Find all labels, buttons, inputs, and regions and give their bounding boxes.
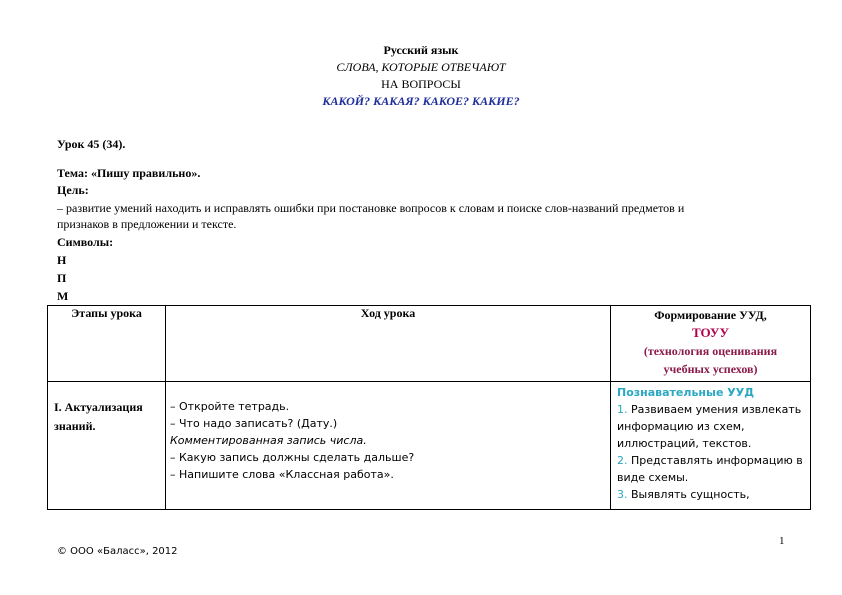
uud-item [617,452,808,486]
lesson-theme [57,165,200,181]
symbol-p: П [57,271,67,285]
uud-item-number: 3. [617,488,628,501]
page-number: 1 [779,535,785,547]
move-line: – Какую запись должны сделать дальше? [170,451,415,464]
header-uud-line-1: Формирование УУД, [654,308,767,322]
symbol-n: Н [57,253,67,267]
stage-cell: I. Актуализация знаний. [48,382,166,510]
table-header-row [48,306,811,382]
move-line: Комментированная запись числа. [170,434,367,447]
lesson-number: Урок 45 (34). [57,137,126,151]
uud-cell [611,382,811,510]
move-line: – Напишите слова «Классная работа». [170,468,394,481]
uud-item [617,486,808,503]
header-toou: ТОУУ [692,325,729,340]
topic-line-1: СЛОВА, КОТОРЫЕ ОТВЕЧАЮТ [336,60,506,74]
uud-item-text: Представлять информацию в виде схемы. [617,454,803,484]
header-uud [611,306,811,382]
topic-questions: КАКОЙ? КАКАЯ? КАКОЕ? КАКИЕ? [322,94,520,108]
uud-item-text: Выявлять сущность, [627,488,750,501]
lesson-table [47,305,811,510]
uud-title: Познавательные УУД [617,386,755,399]
uud-item-number: 2. [617,454,628,467]
move-line: – Что надо записать? (Дату.) [170,417,338,430]
document-header [0,42,842,110]
header-uud-line-3: (технология оценивания [643,344,778,358]
table-row [48,382,811,510]
uud-item-text: Развиваем умения извлекать информацию из схем, иллюстраций, текстов. [617,403,802,450]
theme-value: «Пишу правильно». [87,166,201,180]
goal-line-2: признаков в предложении и тексте. [57,217,237,231]
moves-cell [166,382,611,510]
theme-label: Тема: [57,166,88,180]
copyright: © ООО «Баласс», 2012 [57,546,178,557]
topic-line-2: НА ВОПРОСЫ [381,77,461,91]
subject-title: Русский язык [383,43,459,57]
goal-line-1: – развитие умений находить и исправлять ошибки при постановке вопросов к словам и поиске слов-названий предметов и [57,201,685,215]
symbols-label: Символы: [57,235,114,249]
goal-label: Цель: [57,183,89,197]
uud-item [617,401,808,452]
header-stages: Этапы урока [48,306,166,382]
symbol-m: М [57,289,69,303]
move-line: – Откройте тетрадь. [170,400,290,413]
header-uud-line-4: учебных успехов) [663,362,758,376]
goal-text [57,200,797,232]
header-process: Ход урока [166,306,611,382]
uud-item-number: 1. [617,403,628,416]
